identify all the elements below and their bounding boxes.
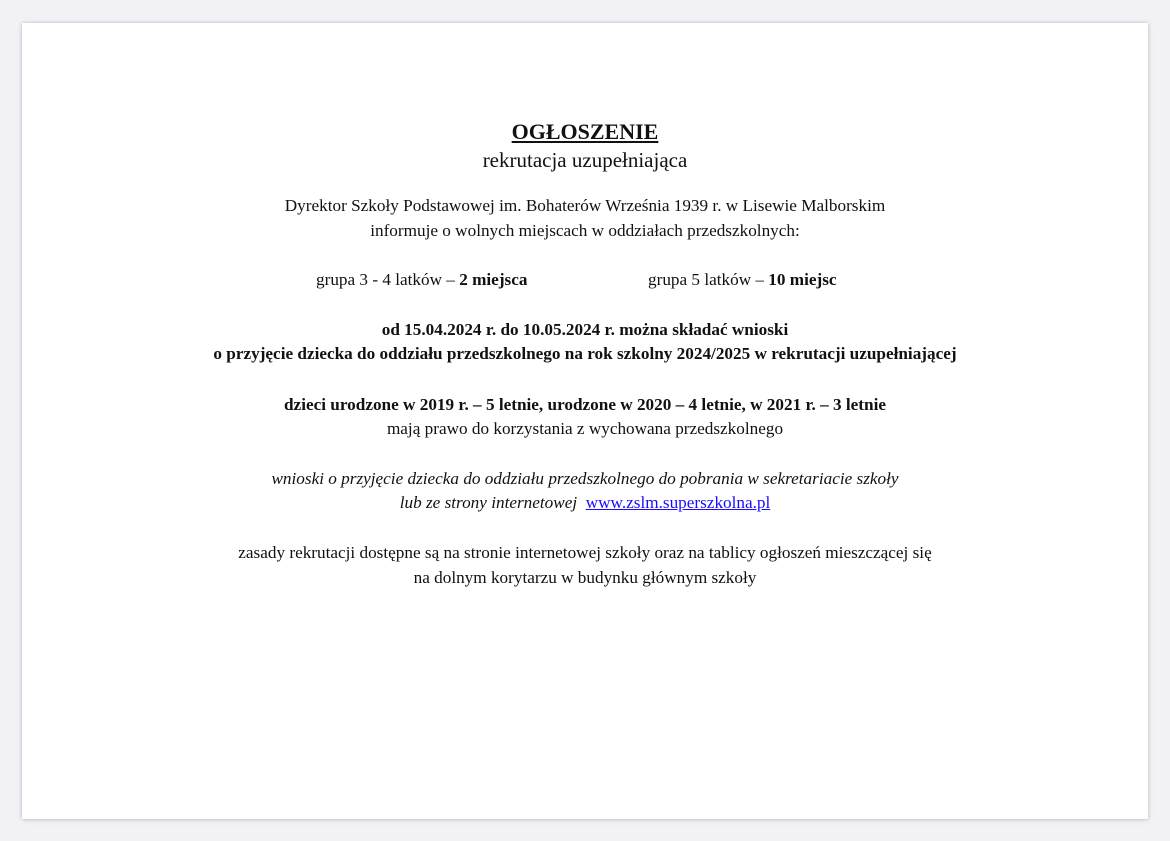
rules-line-2: na dolnym korytarzu w budynku głównym szkoły bbox=[413, 568, 757, 587]
deadline-line-2: o przyjęcie dziecka do oddziału przedszkolnego na rok szkolny 2024/2025 w rekrutacji uzupełniającej bbox=[213, 344, 957, 363]
rules-line-1: zasady rekrutacji dostępne są na stronie internetowej szkoły oraz na tablicy ogłoszeń mieszczącej się bbox=[238, 543, 932, 562]
group-3-4-label: grupa 3 - 4 latków – bbox=[316, 270, 460, 289]
forms-line-2 bbox=[22, 493, 1148, 513]
eligibility-line-1: dzieci urodzone w 2019 r. – 5 letnie, urodzone w 2020 – 4 letnie, w 2021 r. – 3 letnie bbox=[284, 395, 886, 414]
document-page bbox=[22, 23, 1148, 819]
forms-line-1: wnioski o przyjęcie dziecka do oddziału przedszkolnego do pobrania w sekretariacie szkoły bbox=[271, 469, 899, 488]
eligibility-line-2: mają prawo do korzystania z wychowana przedszkolnego bbox=[386, 419, 784, 438]
school-website-link[interactable]: www.zslm.superszkolna.pl bbox=[585, 493, 771, 512]
intro-line-1: Dyrektor Szkoły Podstawowej im. Bohaterów Września 1939 r. w Lisewie Malborskim bbox=[284, 196, 886, 215]
forms-line-2-prefix: lub ze strony internetowej bbox=[399, 493, 578, 512]
intro-line-2: informuje o wolnych miejscach w oddziałach przedszkolnych: bbox=[370, 221, 800, 240]
group-3-4-years bbox=[316, 270, 527, 290]
group-3-4-value: 2 miejsca bbox=[459, 270, 528, 289]
group-5-label: grupa 5 latków – bbox=[648, 270, 769, 289]
group-5-value: 10 miejsc bbox=[768, 270, 837, 289]
group-5-years bbox=[648, 270, 837, 290]
announcement-title: OGŁOSZENIE bbox=[511, 119, 659, 144]
deadline-line-1: od 15.04.2024 r. do 10.05.2024 r. można składać wnioski bbox=[381, 320, 789, 339]
announcement-subtitle: rekrutacja uzupełniająca bbox=[482, 148, 688, 172]
